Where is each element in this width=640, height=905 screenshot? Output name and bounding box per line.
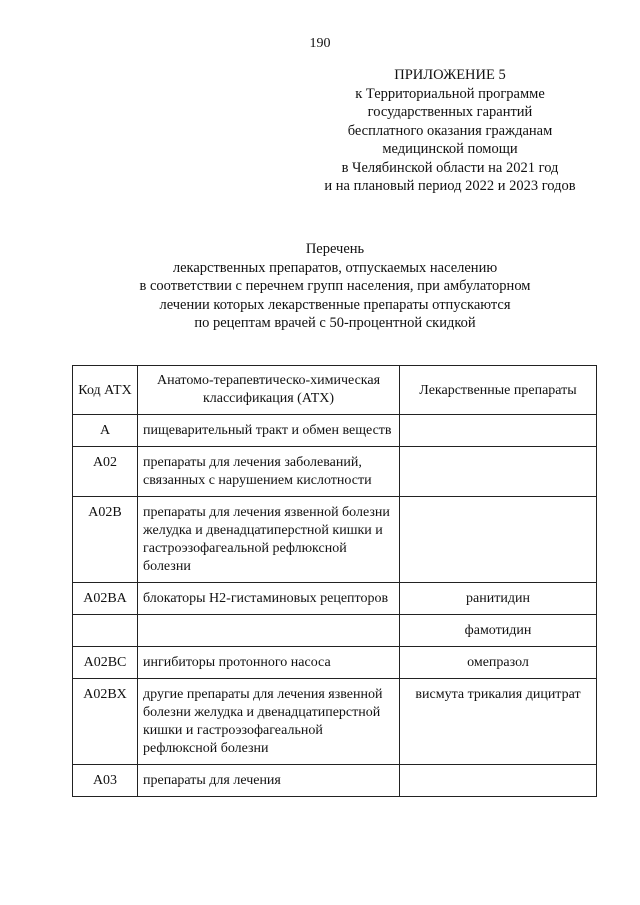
title-line: Перечень — [305, 241, 365, 257]
table-row — [73, 647, 597, 679]
appendix-line: государственных гарантий — [367, 104, 533, 120]
title-line: лечении которых лекарственные препараты отпускаются — [159, 296, 511, 313]
atx-code-cell: A03 — [73, 765, 138, 797]
drug-cell: ранитидин — [400, 583, 597, 615]
table-header-row — [73, 366, 597, 415]
drug-cell: омепразол — [400, 647, 597, 679]
table-row — [73, 415, 597, 447]
drug-cell — [400, 497, 597, 583]
atx-code-cell: A02BA — [73, 583, 138, 615]
title-line: в соответствии с перечнем групп населения, при амбулаторном — [139, 278, 531, 294]
drug-cell: висмута трикалия дицитрат — [400, 679, 597, 765]
page-number: 190 — [309, 36, 331, 51]
header-code: Код АТХ — [73, 366, 138, 415]
header-drugs: Лекарственные препараты — [400, 366, 597, 415]
appendix-line: к Территориальной программе — [355, 85, 545, 102]
table-row — [73, 497, 597, 583]
appendix-line: ПРИЛОЖЕНИЕ 5 — [394, 67, 506, 83]
atx-code-cell: A02BX — [73, 679, 138, 765]
classification-cell: препараты для лечения — [138, 765, 400, 797]
header-classification: Анатомо-терапевтическо-химическая классификация (АТХ) — [138, 366, 400, 415]
drug-cell — [400, 415, 597, 447]
title-line: лекарственных препаратов, отпускаемых населению — [172, 259, 498, 276]
appendix-line: медицинской помощи — [382, 141, 518, 157]
drug-cell: фамотидин — [400, 615, 597, 647]
atx-code-cell — [73, 615, 138, 647]
drug-cell — [400, 447, 597, 497]
classification-cell: ингибиторы протонного насоса — [138, 647, 400, 679]
table-row — [73, 679, 597, 765]
classification-cell — [138, 615, 400, 647]
appendix-header — [300, 66, 600, 196]
table-row — [73, 615, 597, 647]
classification-cell: другие препараты для лечения язвенной болезни желудка и двенадцатиперстной кишки и гастроэзофагеальной рефлюксной болезни — [138, 679, 400, 765]
classification-cell: препараты для лечения язвенной болезни желудка и двенадцатиперстной кишки и гастроэзофагеальной рефлюксной болезни — [138, 497, 400, 583]
classification-cell: пищеварительный тракт и обмен веществ — [138, 415, 400, 447]
classification-cell: блокаторы Н2-гистаминовых рецепторов — [138, 583, 400, 615]
atx-drug-table — [72, 365, 597, 797]
atx-code-cell: A — [73, 415, 138, 447]
document-title — [60, 240, 610, 333]
table-row — [73, 447, 597, 497]
atx-code-cell: A02B — [73, 497, 138, 583]
table-row — [73, 583, 597, 615]
appendix-line: и на плановый период 2022 и 2023 годов — [324, 178, 576, 194]
title-line: по рецептам врачей с 50-процентной скидкой — [194, 315, 476, 331]
appendix-line: в Челябинской области на 2021 год — [341, 159, 559, 176]
table-row — [73, 765, 597, 797]
atx-code-cell: A02BC — [73, 647, 138, 679]
atx-code-cell: A02 — [73, 447, 138, 497]
classification-cell: препараты для лечения заболеваний, связанных с нарушением кислотности — [138, 447, 400, 497]
appendix-line: бесплатного оказания гражданам — [347, 122, 553, 139]
drug-cell — [400, 765, 597, 797]
